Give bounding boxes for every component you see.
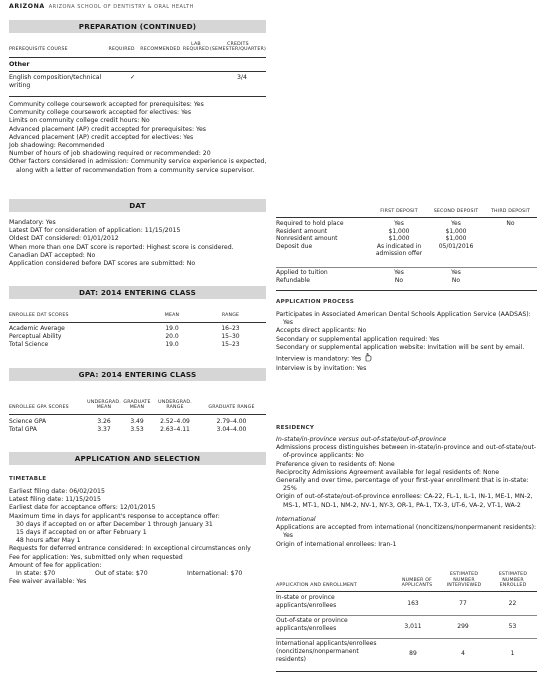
dat-line: Canadian DAT accepted: No xyxy=(9,251,96,259)
row-label: Total GPA xyxy=(9,425,37,433)
dat-line: Mandatory: Yes xyxy=(9,219,56,226)
row-first: Yes xyxy=(394,269,404,276)
col-credits: CREDITS (SEMESTER/QUARTER) xyxy=(209,41,267,53)
col-second-deposit: SECOND DEPOSIT xyxy=(433,209,479,215)
col-recommended: RECOMMENDED xyxy=(140,47,181,53)
appsel-title: APPLICATION AND SELECTION xyxy=(9,452,266,465)
school-name: ARIZONA SCHOOL OF DENTISTRY & ORAL HEALTH xyxy=(48,4,194,10)
process-line: Participates in Associated American Dental Schools Application Service (AADSAS): Yes xyxy=(276,311,531,327)
gpa-table-head xyxy=(9,392,266,411)
divider xyxy=(9,71,266,72)
dat-line: Latest DAT for consideration of application: 11/15/2015 xyxy=(9,227,181,235)
timetable-line: Earliest date for acceptance offers: 12/01/2015 xyxy=(9,504,156,512)
row-undergrad-range: 2.63–4.11 xyxy=(160,425,190,433)
row-third: No xyxy=(506,220,515,227)
table-row xyxy=(276,220,537,228)
col-applicants: NUMBER OF APPLICANTS xyxy=(401,577,433,589)
row-undergrad-mean: 3.37 xyxy=(97,425,111,433)
row-label: Required to hold place xyxy=(276,220,344,227)
required-check: ✓ xyxy=(130,74,136,81)
row-applicants: 163 xyxy=(407,600,419,608)
enroll-head xyxy=(276,561,537,589)
residency-subhead: In-state/in-province versus out-of-state/out-of-province xyxy=(276,436,447,443)
offer-line: 48 hours after May 1 xyxy=(16,537,81,545)
note-line: Limits on community college credit hours: No xyxy=(9,117,150,125)
row-applicants: 3,011 xyxy=(404,623,422,631)
col-graduate-range: GRADUATE RANGE xyxy=(208,405,255,411)
row-label: Deposit due xyxy=(276,242,313,250)
row-third xyxy=(484,269,537,277)
process-line: Accepts direct applicants: No xyxy=(276,327,367,335)
fee-waiver: Fee waiver available: Yes xyxy=(9,577,87,585)
fee-amounts xyxy=(9,570,271,578)
col-required: REQUIRED xyxy=(108,47,135,53)
dat-title: DAT xyxy=(9,199,266,212)
fee-outstate: Out of state: $70 xyxy=(95,569,148,577)
row-label: Resident amount xyxy=(276,227,328,235)
table-row xyxy=(9,418,266,426)
dat-scores-rows xyxy=(9,325,266,349)
enroll-row-3 xyxy=(276,640,537,668)
dat-info xyxy=(9,219,267,268)
table-row xyxy=(9,333,266,341)
prep-table xyxy=(9,36,266,53)
offer-line: 30 days if accepted on or after December 1 through January 31 xyxy=(16,520,213,528)
row-label: In-state or province applicants/enrollees xyxy=(276,594,337,609)
divider xyxy=(276,290,537,291)
col-app-enroll: APPLICATION AND ENROLLMENT xyxy=(276,583,357,589)
prep-notes xyxy=(9,101,267,175)
timetable-line: Fee for application: Yes, submitted only when requested xyxy=(9,553,183,561)
row-graduate-range: 2.79–4.00 xyxy=(216,418,247,425)
row-undergrad-range: 2.52–4.09 xyxy=(160,418,190,425)
row-second: $1,000 xyxy=(445,235,467,242)
row-label: Perceptual Ability xyxy=(9,332,62,340)
interview-invite: Interview is by invitation: Yes xyxy=(276,365,367,373)
row-label: Total Science xyxy=(9,340,49,348)
row-interviewed: 77 xyxy=(459,600,467,608)
timetable-line: Earliest filing date: 06/02/2015 xyxy=(9,488,105,495)
row-graduate-mean: 3.49 xyxy=(130,418,144,425)
timetable-line: Maximum time in days for applicant's response to acceptance offer: xyxy=(9,512,220,520)
col-graduate-mean: GRADUATE MEAN xyxy=(123,399,151,411)
col-interviewed: ESTIMATED NUMBER INTERVIEWED xyxy=(446,572,482,589)
process-line xyxy=(276,352,538,365)
intl-line: Applications are accepted from international (noncitizens/nonpermanent residents): Yes xyxy=(276,524,537,540)
dat-line: When more than one DAT score is reported: Highest score is considered. xyxy=(9,243,234,251)
row-enrolled: 53 xyxy=(508,623,517,631)
table-row xyxy=(276,228,537,236)
enroll-row-2 xyxy=(276,617,537,637)
row-graduate-range: 3.04–4.00 xyxy=(216,425,247,433)
row-second: No xyxy=(451,276,461,284)
dat-scores-table xyxy=(9,310,266,319)
interview-mandatory: Interview is mandatory: Yes xyxy=(276,355,362,363)
col-lab-required: LAB REQUIRED xyxy=(182,41,210,53)
row-mean: 19.0 xyxy=(165,325,179,332)
col-undergrad-range: UNDERGRAD. RANGE xyxy=(158,399,192,411)
table-row xyxy=(9,426,266,434)
residency-line: Reciprocity Admissions Agreement available for legal residents of: None xyxy=(276,468,500,476)
note-line: Community college coursework accepted for electives: Yes xyxy=(9,109,192,117)
note-line: Job shadowing: Recommended xyxy=(9,141,105,149)
intl-heading: International xyxy=(276,516,316,523)
table-row xyxy=(276,594,537,614)
fee-international: International: $70 xyxy=(187,569,243,577)
table-row xyxy=(276,277,537,285)
row-undergrad-mean: 3.26 xyxy=(97,418,111,425)
row-second: 05/01/2016 xyxy=(438,242,474,250)
gpa2014-title: GPA: 2014 ENTERING CLASS xyxy=(9,368,266,381)
note-line: Other factors considered in admission: Community service experience is expected, along with a letter of recommendation from a community service supervisor. xyxy=(9,158,267,174)
deposit-table xyxy=(276,220,537,258)
divider xyxy=(9,96,266,97)
col-first-deposit: FIRST DEPOSIT xyxy=(380,209,418,215)
divider xyxy=(276,671,537,672)
row-enrolled: 1 xyxy=(510,650,515,658)
row-graduate-mean: 3.53 xyxy=(130,425,144,433)
table-row xyxy=(9,341,266,349)
row-label: Science GPA xyxy=(9,418,47,425)
page-header xyxy=(9,3,537,11)
timetable-line: Amount of fee for application: xyxy=(9,561,102,569)
col-undergrad-mean: UNDERGRAD. MEAN xyxy=(87,399,121,411)
row-label: Refundable xyxy=(276,276,310,284)
row-range: 15–30 xyxy=(221,332,240,340)
divider xyxy=(276,638,537,639)
row-first: $1,000 xyxy=(388,227,410,235)
col-third-deposit: THIRD DEPOSIT xyxy=(490,209,531,215)
brand-name: ARIZONA xyxy=(9,3,45,10)
note-line: Number of hours of job shadowing required or recommended: 20 xyxy=(9,150,211,158)
course-name: English composition/technical writing xyxy=(9,74,102,90)
row-label: Academic Average xyxy=(9,325,65,332)
col-enrollee-gpa: ENROLLEE GPA SCORES xyxy=(9,405,69,411)
process-line: Secondary or supplemental application required: Yes xyxy=(276,335,440,343)
row-first: No xyxy=(394,276,404,284)
row-range: 16–23 xyxy=(221,325,240,332)
note-line: Advanced placement (AP) credit accepted for prerequisites: Yes xyxy=(9,125,207,133)
prep-title: PREPARATION (CONTINUED) xyxy=(9,20,266,33)
divider xyxy=(276,217,537,218)
col-enrollee-dat: ENROLLEE DAT SCORES xyxy=(9,313,69,319)
timetable-heading: TIMETABLE xyxy=(9,476,47,482)
dat-line: Application considered before DAT scores are submitted: No xyxy=(9,259,196,267)
intl-line: Origin of international enrollees: Iran-1 xyxy=(276,540,397,548)
enroll-row-1 xyxy=(276,594,537,614)
divider xyxy=(276,615,537,616)
hand-cursor-icon xyxy=(363,352,373,365)
residency-line: Origin of out-of-state/out-of-province enrollees: CA-22, FL-1, IL-1, IN-1, ME-1, MN-2, MS-1, MT-1, ND-1, NM-2, NV-1, NY-3, OR-1, PA-1, TX-3, UT-6, VA-2, VT-1, WA-2 xyxy=(276,493,533,509)
table-row xyxy=(276,617,537,637)
col-mean: MEAN xyxy=(164,313,180,319)
credits-value: 3/4 xyxy=(237,74,247,81)
row-mean: 20.0 xyxy=(165,332,179,340)
offer-line: 15 days if accepted on or after February 1 xyxy=(16,528,147,536)
process-info xyxy=(276,311,538,373)
residency-line: Preference given to residents of: None xyxy=(276,460,395,468)
row-label: Nonresident amount xyxy=(276,235,338,242)
row-enrolled: 22 xyxy=(508,600,517,608)
fee-instate: In state: $70 xyxy=(16,569,56,577)
table-row xyxy=(276,243,537,258)
row-label: International applicants/enrollees (noncitizens/nonpermanent residents) xyxy=(276,640,377,663)
row-third xyxy=(484,243,537,258)
process-heading: APPLICATION PROCESS xyxy=(276,299,355,305)
timetable xyxy=(9,488,271,586)
row-second: Yes xyxy=(451,269,461,276)
row-first: Yes xyxy=(394,220,404,227)
row-interviewed: 4 xyxy=(461,650,465,658)
note-line: Advanced placement (AP) credit accepted for electives: Yes xyxy=(9,133,194,141)
prep-group-label: Other xyxy=(9,60,30,68)
residency-line: Admissions process distinguishes between in-state/in-province and out-of-state/out-of-province applicants: No xyxy=(276,444,537,460)
residency-line: Generally and over time, percentage of your first-year enrollment that is in-state: 25% xyxy=(276,476,529,493)
table-row xyxy=(276,235,537,243)
row-range: 15–23 xyxy=(221,340,240,348)
table-row xyxy=(276,640,537,668)
row-label: Applied to tuition xyxy=(276,269,328,276)
table-row xyxy=(9,325,266,333)
gpa-table-rows xyxy=(9,418,266,434)
divider xyxy=(9,322,266,323)
note-line: Community college coursework accepted for prerequisites: Yes xyxy=(9,101,204,108)
row-third xyxy=(484,228,537,236)
row-mean: 19.0 xyxy=(165,340,179,348)
col-prereq-course: PREREQUISITE COURSE xyxy=(9,47,68,53)
row-applicants: 89 xyxy=(409,650,417,658)
table-row xyxy=(276,269,537,277)
deposit-head xyxy=(276,207,537,215)
row-first: As indicated in admission offer xyxy=(375,242,423,257)
timetable-line: Latest filing date: 11/15/2015 xyxy=(9,496,101,504)
timetable-line: Requests for deferred entrance considered: In exceptional circumstances only xyxy=(9,545,251,553)
deposit-table-2 xyxy=(276,269,537,284)
col-range: RANGE xyxy=(221,313,240,319)
row-interviewed: 299 xyxy=(457,623,469,631)
row-third xyxy=(484,277,537,285)
row-third xyxy=(484,235,537,243)
col-enrolled: ESTIMATED NUMBER ENROLLED xyxy=(498,572,528,589)
international-info xyxy=(276,516,538,549)
divider xyxy=(276,267,537,268)
row-label: Out-of-state or province applicants/enrollees xyxy=(276,617,348,632)
process-line: Secondary or supplemental application website: Invitation will be sent by email. xyxy=(276,343,525,351)
divider xyxy=(9,57,266,58)
row-second: $1,000 xyxy=(445,227,467,235)
divider xyxy=(276,591,537,592)
divider xyxy=(9,414,266,415)
dat-line: Oldest DAT considered: 01/01/2012 xyxy=(9,235,119,243)
row-second: Yes xyxy=(451,220,461,227)
row-first: $1,000 xyxy=(388,235,410,242)
dat2014-title: DAT: 2014 ENTERING CLASS xyxy=(9,286,266,299)
residency-heading: RESIDENCY xyxy=(276,425,315,431)
residency-info xyxy=(276,436,539,510)
